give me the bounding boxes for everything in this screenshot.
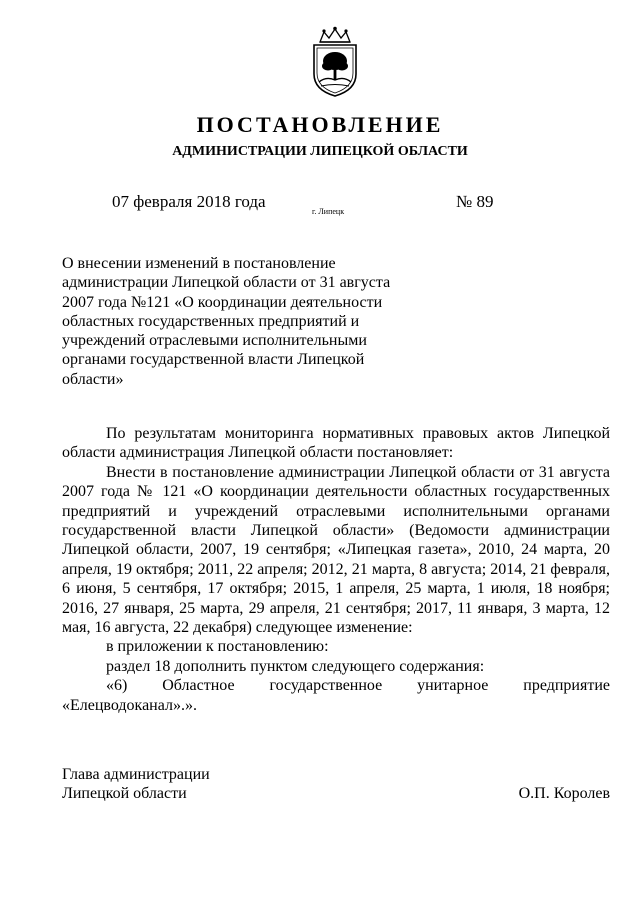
body-paragraph-appendix: в приложении к постановлению: (106, 638, 329, 656)
document-number: № 89 (456, 192, 494, 211)
body-paragraph-amendment: Внести в постановление администрации Липецкой области от 31 августа 2007 года № 121 «О координации деятельности областных государственных предприятий и учреждений отраслевыми исполнительными органами государственной власти Липецкой области» (Ведомости администрации Липецкой области, 2007, 19 сентября; «Липецкая газета», 2010, 24 марта, 20 апреля, 19 октября; 2011, 22 апреля; 2012, 21 марта, 8 августа; 2014, 21 февраля, 6 июня, 5 сентября, 17 октября; 2015, 1 апреля, 25 марта, 1 июля, 18 ноября; 2016, 27 января, 25 марта, 29 апреля, 21 сентября; 2017, 11 января, 3 марта, 12 мая, 16 августа, 22 декабря) следующее изменение: (62, 463, 610, 637)
document-date: 07 февраля 2018 года (112, 192, 266, 211)
signature-position-line1: Глава администрации (62, 766, 210, 783)
signature-block (62, 765, 610, 804)
document-title: ПОСТАНОВЛЕНИЕ (196, 112, 444, 137)
document-body (62, 424, 610, 715)
document-heading: О внесении изменений в постановление администрации Липецкой области от 31 августа 2007 года №121 «О координации деятельности областных государственных предприятий и учреждений отраслевыми исполнительными органами государственной власти Липецкой области» (62, 255, 391, 388)
body-paragraph-item: «6) Областное государственное унитарное предприятие «Елецводоканал».». (62, 677, 610, 714)
body-paragraph-section: раздел 18 дополнить пунктом следующего содержания: (106, 657, 485, 675)
signature-position-line2: Липецкой области (62, 785, 187, 803)
body-paragraph-preamble: По результатам мониторинга нормативных правовых актов Липецкой области администрация Липецкой области постановляет: (62, 425, 610, 462)
document-subtitle: АДМИНИСТРАЦИИ ЛИПЕЦКОЙ ОБЛАСТИ (172, 144, 468, 159)
lipetsk-coat-of-arms-icon (306, 26, 364, 98)
signature-name: О.П. Королев (518, 785, 610, 803)
document-city: г. Липецк (312, 207, 345, 216)
